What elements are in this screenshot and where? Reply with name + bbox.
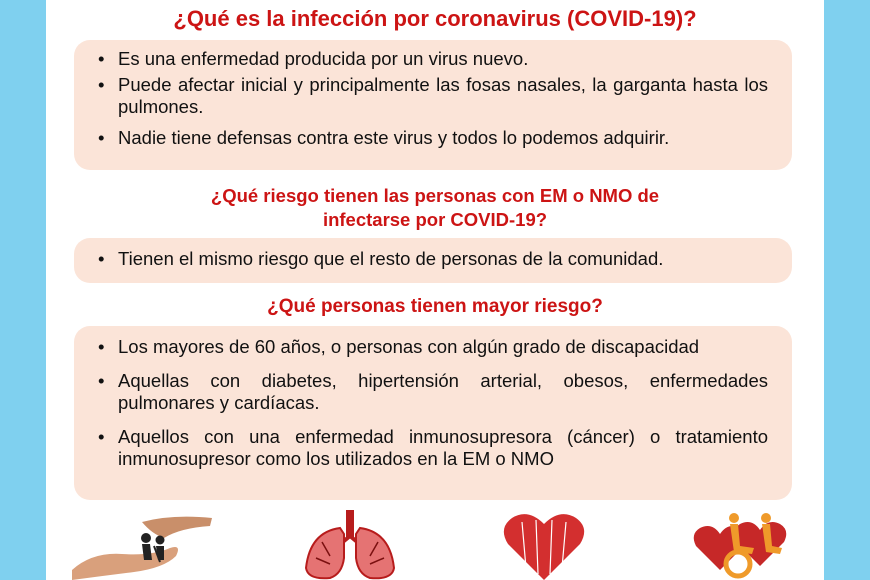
section-title-risk-em-nmo xyxy=(46,184,824,232)
title-line: ¿Qué riesgo tienen las personas con EM o NMO de xyxy=(210,185,660,206)
lungs-icon xyxy=(300,508,400,580)
bullet-list xyxy=(98,336,768,470)
info-box-risk-em-nmo xyxy=(74,238,792,283)
bullet-list xyxy=(98,248,768,270)
list-item: • Tienen el mismo riesgo que el resto de personas de la comunidad. xyxy=(98,248,768,270)
title-line: infectarse por COVID-19? xyxy=(322,209,548,230)
info-box-what-is-covid xyxy=(74,40,792,170)
elderly-care-hands-icon xyxy=(72,508,216,580)
list-item: • Nadie tiene defensas contra este virus y todos lo podemos adquirir. xyxy=(98,127,768,149)
section-title-what-is-covid: ¿Qué es la infección por coronavirus (COVID-19)? xyxy=(173,6,697,31)
list-item: • Los mayores de 60 años, o personas con algún grado de discapacidad xyxy=(98,336,768,358)
infographic-page xyxy=(46,0,824,580)
list-item: • Puede afectar inicial y principalmente las fosas nasales, la garganta hasta los pulmones. xyxy=(98,74,768,118)
list-item: • Aquellos con una enfermedad inmunosupresora (cáncer) o tratamiento inmunosupresor como los utilizados en la EM o NMO xyxy=(98,426,768,470)
bullet-list xyxy=(98,48,768,149)
heart-risk-words-icon xyxy=(502,508,586,580)
hearts-wheelchair-icon xyxy=(690,508,790,580)
illustration-row xyxy=(46,508,824,580)
info-box-higher-risk xyxy=(74,326,792,500)
list-item: • Aquellas con diabetes, hipertensión arterial, obesos, enfermedades pulmonares y cardíacas. xyxy=(98,370,768,414)
section-title-higher-risk: ¿Qué personas tienen mayor riesgo? xyxy=(267,296,603,317)
list-item: • Es una enfermedad producida por un virus nuevo. xyxy=(98,48,768,70)
